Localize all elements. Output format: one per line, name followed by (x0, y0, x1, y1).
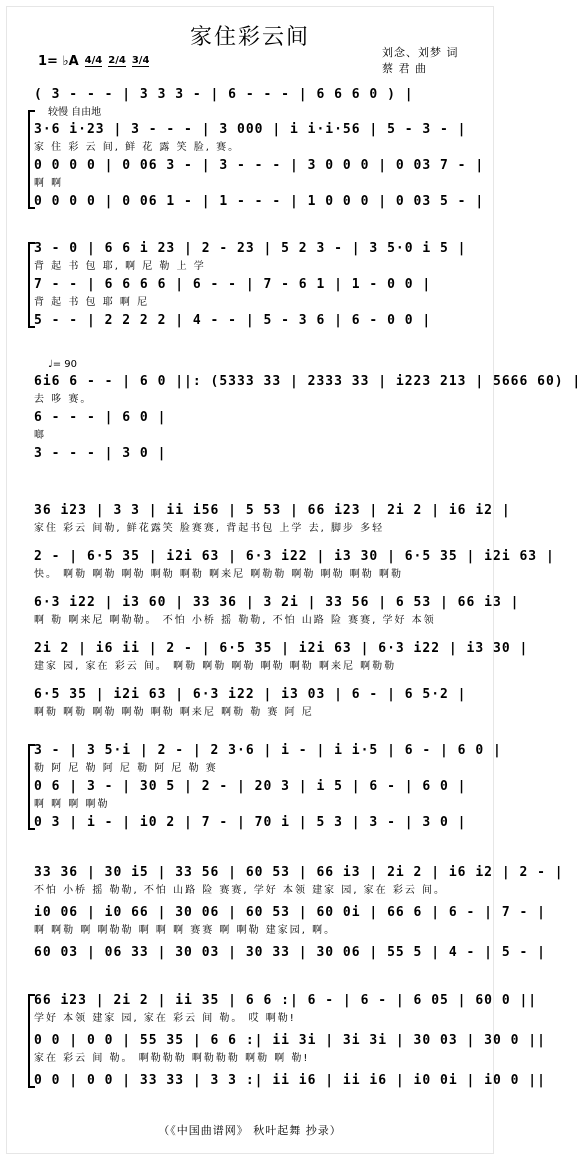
lyric-line: 不怕 小桥 摇 勒勒, 不怕 山路 险 赛赛, 学好 本领 建家 园, 家在 彩云 间。 (34, 885, 447, 896)
key-signature-block (38, 54, 149, 69)
score-line: 33 36 | 30 i5 | 33 56 | 60 53 | 66 i3 | 2i 2 | i6 i2 | 2 - | (34, 865, 564, 880)
score-line: 6·5 35 | i2i 63 | 6·3 i22 | i3 03 | 6 - | 6 5·2 | (34, 687, 467, 702)
score-line: 6i6 6 - - | 6 0 ||: (5333 33 | 2333 33 | i223 213 | 5666 60) | (34, 374, 581, 389)
score-system-5 (34, 740, 502, 834)
lyric-line: 背 起 书 包 耶, 啊 尼 勒 上 学 (34, 261, 206, 272)
lyric-line: 家在 彩云 间 勒。 啊勒勒勒 啊勒勒勒 啊勒 啊 勒! (34, 1053, 310, 1064)
lyric-line: 啊 啊勒 啊 啊勒勒 啊 啊 啊 赛赛 啊 啊勒 建家园, 啊。 (34, 925, 337, 936)
tempo-marking: 较慢 自由地 (48, 107, 102, 118)
score-line: 0 6 | 3 - | 30 5 | 2 - | 20 3 | i 5 | 6 - | 6 0 | (34, 779, 467, 794)
score-line: 5 - - | 2 2 2 2 | 4 - - | 5 - 3 6 | 6 - 0 0 | (34, 313, 432, 328)
score-system-intro (34, 84, 464, 106)
song-title: 家住彩云间 (189, 25, 310, 50)
time-signature-2-4: 2/4 (108, 55, 126, 66)
score-line: 3 - 0 | 6 6 i 23 | 2 - 23 | 5 2 3 - | 3 5·0 i 5 | (34, 241, 467, 256)
score-line: i0 06 | i0 66 | 30 06 | 60 53 | 60 0i | 66 6 | 6 - | 7 - | (34, 905, 546, 920)
score-line: 0 0 0 0 | 0 06 3 - | 3 - - - | 3 0 0 0 | 0 03 7 - | (34, 158, 485, 173)
score-line: 3 - | 3 5·i | 2 - | 2 3·6 | i - | i i·5 | 6 - | 6 0 | (34, 743, 502, 758)
lyric-line: 去 哆 赛。 (34, 394, 93, 405)
lyric-line: 学好 本领 建家 园, 家在 彩云 间 勒。 哎 啊勒! (34, 1013, 296, 1024)
score-line: 0 3 | i - | i0 2 | 7 - | 70 i | 5 3 | 3 - | 3 0 | (34, 815, 467, 830)
lyric-line: 建家 园, 家在 彩云 间。 啊勒 啊勒 啊勒 啊勒 啊勒 啊来尼 啊勒勒 (34, 661, 397, 672)
score-line: 0 0 | 0 0 | 55 35 | 6 6 :| ii 3i | 3i 3i | 30 03 | 30 0 || (34, 1033, 546, 1048)
score-line: 66 i23 | 2i 2 | ii 35 | 6 6 :| 6 - | 6 - | 6 05 | 60 0 || (34, 993, 538, 1008)
lyric-line: 啊勒 啊勒 啊勒 啊勒 啊勒 啊来尼 啊勒 勒 赛 阿 尼 (34, 707, 314, 718)
time-signature-4-4: 4/4 (84, 55, 103, 66)
lyric-line: 啊 啊 啊 啊勒 (34, 799, 110, 810)
score-line: 2i 2 | i6 ii | 2 - | 6·5 35 | i2i 63 | 6·3 i22 | i3 30 | (34, 641, 529, 656)
footer-credit: （《中国曲谱网》 秋叶起舞 抄录） (158, 1124, 342, 1137)
lyricist-credit: 刘念、刘梦 词 (382, 46, 459, 59)
score-line: 3·6 i·23 | 3 - - - | 3 000 | i i·i·56 | 5 - 3 - | (34, 122, 467, 137)
score-line: 60 03 | 06 33 | 30 03 | 30 33 | 30 06 | 55 5 | 4 - | 5 - | (34, 945, 546, 960)
score-line: 7 - - | 6 6 6 6 | 6 - - | 7 - 6 1 | 1 - 0 0 | (34, 277, 432, 292)
score-system-7 (34, 990, 546, 1092)
score-line: 3 - - - | 3 0 | (34, 446, 167, 461)
score-line: 0 0 | 0 0 | 33 33 | 3 3 :| ii i6 | ii i6 | i0 0i | i0 0 || (34, 1073, 546, 1088)
score-line: ( 3 - - - | 3 3 3 - | 6 - - - | 6 6 6 0 ) | (34, 87, 414, 102)
score-system-4 (34, 500, 555, 720)
score-line: 6 - - - | 6 0 | (34, 410, 167, 425)
lyric-line: 啊 啊 (34, 178, 64, 189)
lyric-line: 快。 啊勒 啊勒 啊勒 啊勒 啊勒 啊来尼 啊勒勒 啊勒 啊勒 啊勒 啊勒 (34, 569, 403, 580)
score-line: 2 - | 6·5 35 | i2i 63 | 6·3 i22 | i3 30 | 6·5 35 | i2i 63 | (34, 549, 555, 564)
lyric-line: 勒 阿 尼 勒 阿 尼 勒 阿 尼 勒 赛 (34, 763, 218, 774)
score-line: 36 i23 | 3 3 | ii i56 | 5 53 | 66 i23 | 2i 2 | i6 i2 | (34, 503, 511, 518)
score-line: 6·3 i22 | i3 60 | 33 36 | 3 2i | 33 56 | 6 53 | 66 i3 | (34, 595, 520, 610)
score-system-2 (34, 238, 467, 332)
score-system-1 (34, 106, 485, 213)
lyric-line: 啊 勒 啊来尼 啊勒勒。 不怕 小桥 摇 勒勒, 不怕 山路 险 赛赛, 学好 本领 (34, 615, 436, 626)
composer-credit: 蔡 君 曲 (382, 62, 427, 75)
lyric-line: 家 住 彩 云 间, 鲜 花 露 笑 脸, 赛。 (34, 142, 241, 153)
score-line: 0 0 0 0 | 0 06 1 - | 1 - - - | 1 0 0 0 | 0 03 5 - | (34, 194, 485, 209)
lyric-line: 啷 (34, 430, 46, 441)
lyric-line: 家住 彩云 间勒, 鲜花露笑 脸赛赛, 背起书包 上学 去, 脚步 多轻 (34, 523, 385, 534)
key-signature: 1= ♭A (38, 54, 79, 69)
score-system-6 (34, 862, 564, 964)
lyric-line: 背 起 书 包 耶 啊 尼 (34, 297, 150, 308)
time-signature-3-4: 3/4 (131, 55, 150, 66)
tempo-marking: ♩= 90 (48, 359, 77, 370)
score-system-3 (34, 358, 581, 465)
